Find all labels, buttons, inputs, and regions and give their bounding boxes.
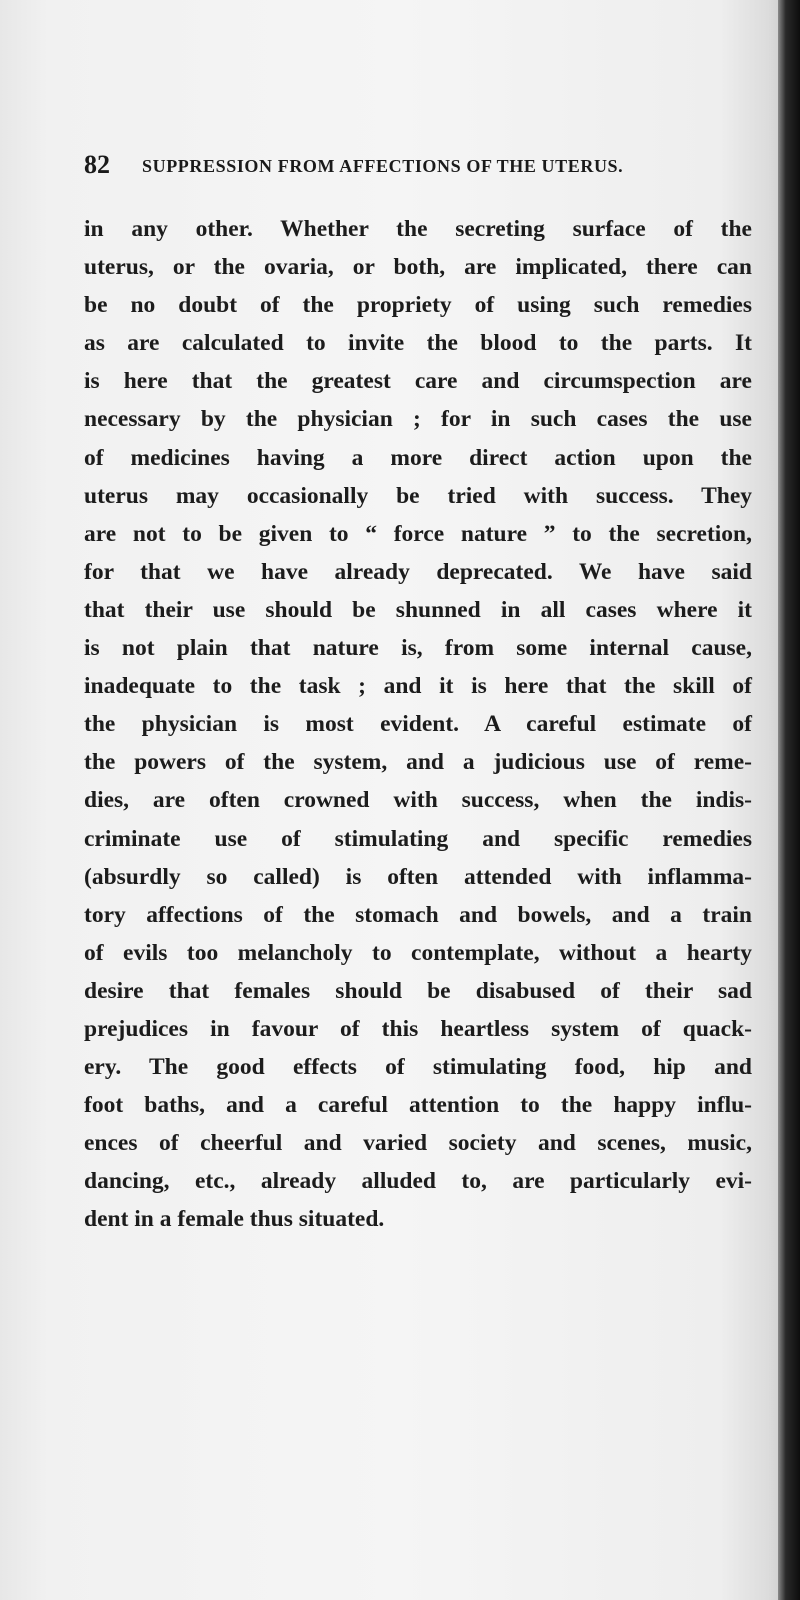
text-line: as are calculated to invite the blood to the parts. It bbox=[84, 330, 752, 357]
text-line: foot baths, and a careful attention to the happy influ- bbox=[84, 1092, 752, 1119]
page-number: 82 bbox=[84, 150, 110, 179]
text-line: of evils too melancholy to contemplate, without a hearty bbox=[84, 939, 752, 966]
text-line: dies, are often crowned with success, when the indis- bbox=[84, 787, 752, 814]
text-line: uterus, or the ovaria, or both, are implicated, there can bbox=[84, 254, 752, 281]
text-line: tory affections of the stomach and bowels, and a train bbox=[84, 901, 752, 928]
text-line: criminate use of stimulating and specific remedies bbox=[84, 825, 752, 852]
text-line: inadequate to the task ; and it is here that the skill of bbox=[84, 673, 752, 700]
text-line: is here that the greatest care and circumspection are bbox=[84, 368, 752, 395]
text-line: ences of cheerful and varied society and scenes, music, bbox=[84, 1130, 752, 1157]
text-line: in any other. Whether the secreting surface of the bbox=[84, 216, 752, 242]
text-line: dent in a female thus situated. bbox=[84, 1206, 385, 1233]
body-paragraph bbox=[84, 210, 752, 1239]
text-line: that their use should be shunned in all cases where it bbox=[84, 596, 752, 623]
text-line: the powers of the system, and a judicious use of reme- bbox=[84, 749, 752, 776]
text-line: desire that females should be disabused of their sad bbox=[84, 977, 752, 1004]
text-line: uterus may occasionally be tried with success. They bbox=[84, 482, 752, 509]
page-binding-edge bbox=[778, 0, 800, 1600]
text-line: for that we have already deprecated. We have said bbox=[84, 558, 752, 585]
text-line: prejudices in favour of this heartless system of quack- bbox=[84, 1015, 752, 1042]
text-line: dancing, etc., already alluded to, are particularly evi- bbox=[84, 1168, 752, 1195]
text-line: the physician is most evident. A careful estimate of bbox=[84, 711, 752, 738]
text-line: be no doubt of the propriety of using such remedies bbox=[84, 292, 752, 319]
text-line: of medicines having a more direct action upon the bbox=[84, 444, 752, 471]
running-head: SUPPRESSION FROM AFFECTIONS OF THE UTERUS. bbox=[142, 156, 624, 176]
text-line: are not to be given to “ force nature ” to the secretion, bbox=[84, 520, 752, 547]
text-line: (absurdly so called) is often attended with inflamma- bbox=[84, 863, 752, 890]
page-header bbox=[84, 148, 744, 182]
text-line: ery. The good effects of stimulating food, hip and bbox=[84, 1054, 752, 1081]
text-line: is not plain that nature is, from some internal cause, bbox=[84, 635, 752, 662]
text-line: necessary by the physician ; for in such cases the use bbox=[84, 406, 752, 433]
